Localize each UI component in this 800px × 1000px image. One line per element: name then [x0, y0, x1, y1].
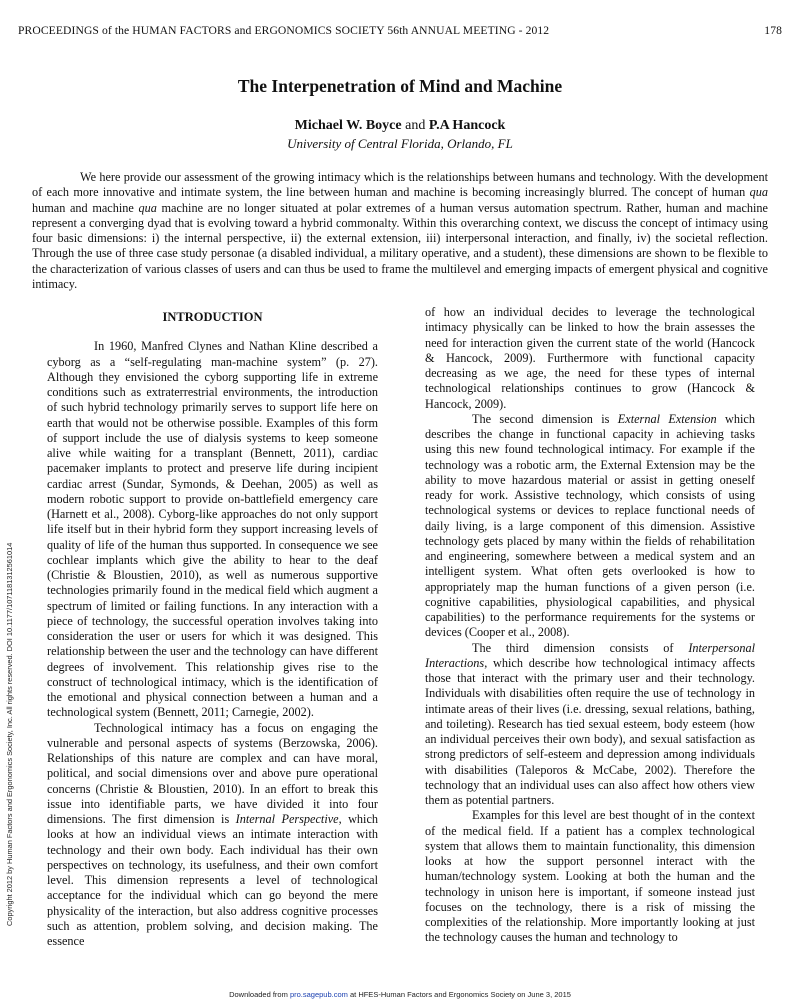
italic-term: External Extension	[617, 411, 717, 426]
abstract-italic-term: qua	[749, 185, 768, 200]
running-header	[18, 24, 782, 37]
author-name: P.A Hancock	[428, 118, 506, 133]
abstract-italic-term: qua	[138, 200, 157, 215]
paragraph-text: which describes the change in functional capacity in achieving tasks using this new found technological intimacy. For example if the technology was a robotic arm, the External Extension may be the ability to move hazardous material or assist in getting oneself ready for work. Assistive technology, which consists of using technological systems or devices to replace functional needs of daily living, is a large component of this dimension. Assistive technology gets placed by many within the fields of rehabilitation and engineering, somewhere between a medical system and an intelligent system. What often gets overlooked is how to appropriately map the human functions of a given person (i.e. cognitive capabilities, physiological capabilities, and physical capabilities) to the performance requirements for the systems or devices (Cooper et al., 2008).	[425, 411, 755, 640]
paragraph-text: The second dimension is	[472, 411, 618, 426]
paper-title: The Interpenetration of Mind and Machine	[237, 76, 563, 96]
body-paragraph	[425, 412, 755, 641]
italic-term: Interpersonal Interactions	[425, 640, 755, 670]
body-paragraph: Examples for this level are best thought of in the context of the medical field. If a patient has a complex technological system that allows them to maintain functionality, this dimension looks at how the support personnel interact with the human/technology system. Looking at both the human and the technology in unison here is important, if someone instead just focuses on the technology, there is a risk of missing the complexities of the relationship. More importantly looking at just the technology causes the human and technology to	[425, 808, 755, 945]
abstract-text: machine are no longer situated at polar extremes of a human versus automation spectrum. Rather, human and machine represent a converging dyad that is evolving toward a hybrid commonalty. Within this overarching context, we discuss the concept of intimacy using four basic dimensions: i) the internal perspective, ii) the external extension, iii) interpersonal interaction, and finally, iv) the societal reflection. Through the use of three case study personae (a disabled individual, a military operative, and a student), these dimensions are shown to be flexible to the characterization of various classes of users and can thus be used to frame the multilevel and emerging impacts of emergent physical and cognitive intimacy.	[32, 200, 768, 292]
italic-term: Internal Perspective	[235, 812, 339, 826]
section-heading-introduction: INTRODUCTION	[162, 310, 263, 324]
page-number: 178	[764, 24, 782, 37]
abstract-text: human and machine	[32, 200, 139, 215]
author-connector: and	[405, 118, 426, 133]
body-paragraph	[425, 641, 755, 809]
body-paragraph	[47, 721, 378, 950]
download-footer	[0, 990, 800, 999]
footer-link[interactable]: pro.sagepub.com	[289, 990, 348, 999]
running-title: PROCEEDINGS of the HUMAN FACTORS and ERGONOMICS SOCIETY 56th ANNUAL MEETING - 2012	[18, 24, 550, 37]
paragraph-text: Technological intimacy has a focus on engaging the vulnerable and personal aspects of systems (Berzowska, 2006). Relationships of this nature are complex and can have moral, political, and social dimensions over and above pure operational concerns (Christie & Bloustien, 2010). In an effort to break this issue into identifiable parts, we have divided it into four dimensions. The first dimension is	[47, 720, 378, 826]
body-paragraph-continued: of how an individual decides to leverage the technological intimacy physically can be linked to how the brain assesses the need for interaction given the current state of the world (Hancock & Hancock, 2009). Furthermore with functional capacity decreasing as we age, the need for these types of internal technological relationships continues to grow (Hancock & Hancock, 2009).	[425, 305, 755, 411]
author-affiliation: University of Central Florida, Orlando, FL	[287, 136, 513, 151]
left-column	[47, 310, 378, 949]
paragraph-text: The third dimension consists of	[472, 640, 689, 655]
footer-text: Downloaded from	[229, 990, 290, 999]
footer-text: at HFES-Human Factors and Ergonomics Society on June 3, 2015	[347, 990, 571, 999]
body-paragraph: In 1960, Manfred Clynes and Nathan Kline described a cyborg as a “self-regulating man-machine system” (p. 27). Although they envisioned the cyborg supporting life in extreme conditions such as extraterrestrial environments, the introduction of such hybrid technology primarily serves to support life here on earth that would not be otherwise possible. Examples of this form of support include the use of dialysis systems to keep someone alive while waiting for a transplant (Bennett, 2011), cardiac pacemaker implants to protect and preserve life during incipient cardiac arrest (Sundar, Symonds, & Deehan, 2005) as well as modern robotic support to provide on-battlefield emergency care (Harnett et al., 2008). Cyborg-like approaches do not only support life itself but in their hybrid form they support increasing levels of quality of life of the human thus supported. In consequence we see cochlear implants which give the ability to hear to the deaf (Christie & Bloustien, 2010), as well as numerous supportive technologies primarily found in the medical field which augment a spectrum of limited or failing functions. In any interaction with a piece of technology, the successful operation involves taking into consideration the user or users for which it was designed. This relationship between the user and the technology can have different degrees of involvement. This relationship gives rise to the construct of technological intimacy, which is the identification of the emotional and physical connection between a human and a technological system (Bennett, 2011; Carnegie, 2002).	[47, 339, 378, 720]
copyright-doi-notice: Copyright 2012 by Human Factors and Ergonomics Society, Inc. All rights reserved. DOI 10.1177/1071181312561014	[5, 542, 14, 926]
right-column	[425, 305, 755, 946]
author-name: Michael W. Boyce	[294, 118, 402, 133]
paragraph-text: , which looks at how an individual views an intimate interaction with technology and their own body. Each individual has their own perspectives on technology, its usefulness, and their own comfort level. This dimension represents a level of technological acceptance for the individual which can go beyond the mere physicality of the interaction, but also address cognitive processes such as attention, problem solving, and decision making. The essence	[47, 812, 379, 948]
author-line	[0, 118, 800, 134]
paragraph-text: , which describe how technological intimacy affects those that interact with the primary user and their technology. Individuals with disabilities often require the use of technology in intimate areas of their lives (i.e. dressing, sexual relations, bathing, and toileting). Research has tied sexual esteem, body esteem (how an individual perceives their own body), and sexual satisfaction as strong predictors of self-esteem and depression among individuals with disabilities (Taleporos & McCabe, 2002). Therefore the technology that an individual uses can also affect how others view them as potential partners.	[425, 655, 755, 807]
abstract-text: We here provide our assessment of the growing intimacy which is the relationships between humans and technology. With the development of each more innovative and intimate system, the line between human and machine is becoming increasingly blurred. The concept of human	[32, 170, 768, 200]
abstract	[32, 170, 768, 292]
